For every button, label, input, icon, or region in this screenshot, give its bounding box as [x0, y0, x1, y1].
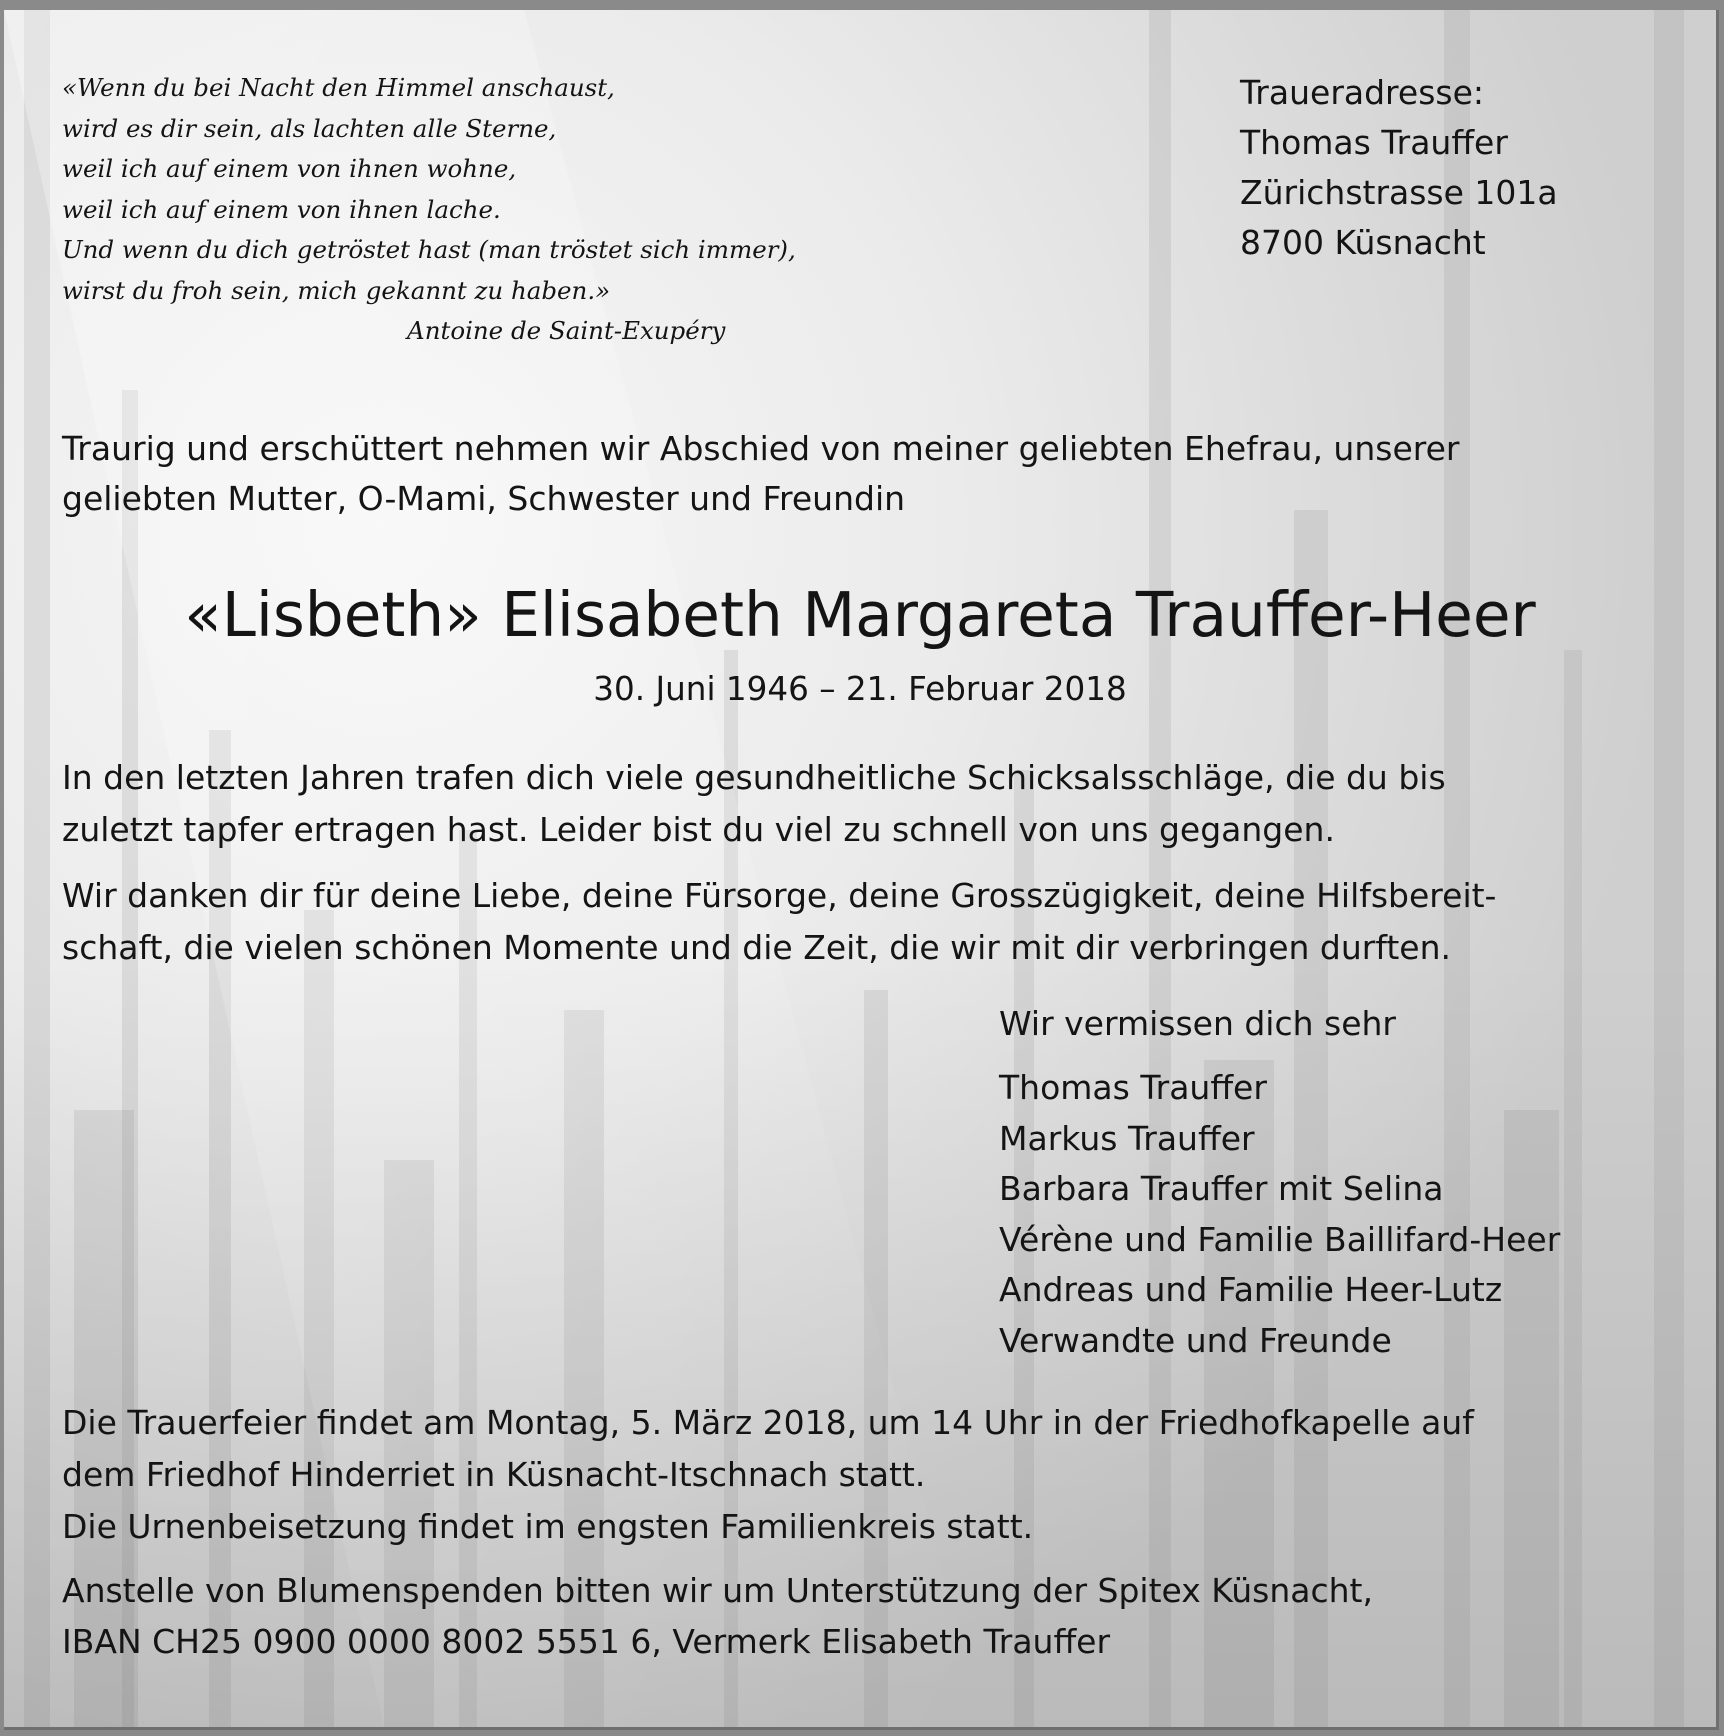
service-line: Die Urnenbeisetzung findet im engsten Familienkreis statt. [62, 1507, 1034, 1546]
donation-line: Anstelle von Blumenspenden bitten wir um Unterstützung der Spitex Küsnacht, [62, 1571, 1373, 1610]
body-line: zuletzt tapfer ertragen hast. Leider bist du viel zu schnell von uns gegangen. [62, 810, 1335, 849]
service-line: dem Friedhof Hinderriet in Küsnacht-Itschnach statt. [62, 1455, 926, 1494]
quote-line: wird es dir sein, als lachten alle Sterne, [62, 113, 557, 143]
donation-line: IBAN CH25 0900 0000 8002 5551 6, Vermerk Elisabeth Trauffer [62, 1622, 1111, 1661]
quote-line: weil ich auf einem von ihnen wohne, [62, 154, 517, 183]
obituary-notice [4, 10, 1719, 1730]
body-paragraph-1 [62, 752, 1446, 856]
quote-line: wirst du froh sein, mich gekannt zu haben.» [62, 275, 611, 305]
address-city: 8700 Küsnacht [1240, 223, 1486, 262]
mourning-address [1240, 68, 1558, 268]
body-line: schaft, die vielen schönen Momente und die Zeit, die wir mit dir verbringen durften. [62, 928, 1452, 967]
service-line: Die Trauerfeier findet am Montag, 5. März 2018, um 14 Uhr in der Friedhofkapelle auf [62, 1403, 1474, 1442]
quote-line: «Wenn du bei Nacht den Himmel anschaust, [62, 73, 615, 102]
mourner-name: Verwandte und Freunde [999, 1320, 1392, 1360]
address-label: Traueradresse: [1240, 73, 1485, 112]
donation-info [62, 1565, 1373, 1667]
mourner-name: Barbara Trauffer mit Selina [999, 1169, 1444, 1208]
intro-line: Traurig und erschüttert nehmen wir Abschied von meiner geliebten Ehefrau, unserer [62, 429, 1460, 468]
deceased-name: «Lisbeth» Elisabeth Margareta Trauffer-Heer [184, 580, 1536, 651]
quote-author: Antoine de Saint-Exupéry [407, 316, 726, 345]
body-line: In den letzten Jahren trafen dich viele gesundheitliche Schicksalsschläge, die du bis [62, 758, 1446, 797]
mourner-name: Vérène und Familie Baillifard-Heer [999, 1219, 1561, 1259]
poem-quote [62, 68, 796, 352]
address-street: Zürichstrasse 101a [1240, 173, 1558, 212]
mourner-name: Thomas Trauffer [999, 1068, 1267, 1107]
intro-text [62, 424, 1459, 524]
life-dates: 30. Juni 1946 – 21. Februar 2018 [593, 670, 1127, 708]
body-line: Wir danken dir für deine Liebe, deine Fürsorge, deine Grosszügigkeit, deine Hilfsbereit- [62, 876, 1497, 915]
quote-line: weil ich auf einem von ihnen lache. [62, 194, 501, 224]
mourners-list [999, 1063, 1560, 1366]
funeral-service-info [62, 1397, 1474, 1553]
address-name: Thomas Trauffer [1240, 123, 1508, 162]
mourner-name: Markus Trauffer [999, 1118, 1255, 1158]
intro-line: geliebten Mutter, O-Mami, Schwester und Freundin [62, 479, 906, 518]
quote-line: Und wenn du dich getröstet hast (man tröstet sich immer), [62, 235, 796, 264]
body-paragraph-2 [62, 870, 1496, 974]
mourner-name: Andreas und Familie Heer-Lutz [999, 1270, 1503, 1309]
mourners-heading: Wir vermissen dich sehr [999, 1004, 1396, 1043]
